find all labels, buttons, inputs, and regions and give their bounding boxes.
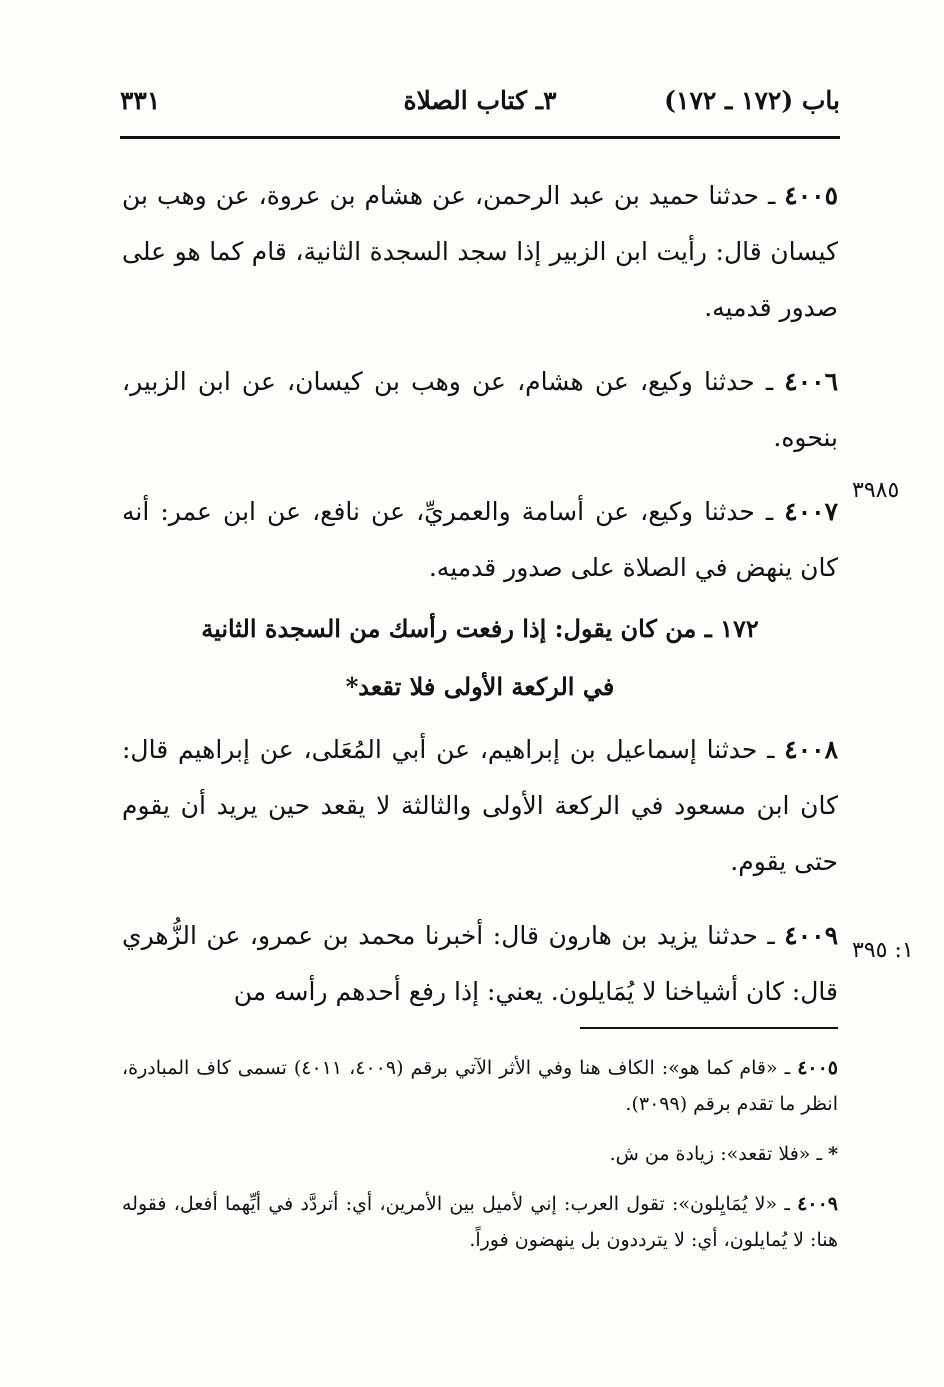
page-body bbox=[122, 168, 838, 1020]
footnote-4005 bbox=[122, 1050, 838, 1122]
hadith-4008 bbox=[122, 722, 838, 890]
footnotes bbox=[122, 1050, 838, 1272]
footnote-text: ـ «فلا تقعد»: زيادة من ش. bbox=[609, 1143, 829, 1165]
hadith-text: ـ حدثنا وكيع، عن أسامة والعمريِّ، عن نافع، عن ابن عمر: أنه كان ينهض في الصلاة على صدور قدميه. bbox=[122, 497, 838, 582]
hadith-4005 bbox=[122, 168, 838, 336]
footnote-separator bbox=[580, 1027, 838, 1029]
footnote-number: ٤٠٠٥ bbox=[797, 1057, 839, 1079]
hadith-text: ـ حدثنا إسماعيل بن إبراهيم، عن أبي المُعَلى، عن إبراهيم قال: كان ابن مسعود في الركعة الأولى والثالثة لا يقعد حين يريد أن يقوم حتى يقوم. bbox=[122, 735, 838, 876]
chapter-heading bbox=[122, 600, 838, 716]
hadith-number: ٤٠٠٧ bbox=[784, 497, 838, 526]
hadith-number: ٤٠٠٦ bbox=[784, 367, 838, 396]
hadith-number: ٤٠٠٩ bbox=[784, 921, 838, 950]
footnote-number: ٤٠٠٩ bbox=[797, 1193, 838, 1215]
hadith-number: ٤٠٠٨ bbox=[784, 735, 838, 764]
footnote-number: * bbox=[828, 1143, 838, 1165]
footnote-text: ـ «قام كما هو»: الكاف هنا وفي الأثر الآتي برقم (٤٠٠٩، ٤٠١١) تسمى كاف المبادرة، انظر ما تقدم برقم (٣٠٩٩). bbox=[122, 1057, 838, 1115]
margin-note-volume-page: ١: ٣٩٥ bbox=[852, 938, 914, 963]
footnote-text: ـ «لا يُمَايِلون»: تقول العرب: إني لأميل بين الأمرين، أي: أتردَّد في أيِّهما أفعل، فقوله هنا: لا يُمايلون، أي: لا يترددون بل ينهضون فوراً. bbox=[122, 1193, 838, 1251]
chapter-heading-line2: في الركعة الأولى فلا تقعد* bbox=[345, 672, 615, 701]
hadith-text: ـ حدثنا يزيد بن هارون قال: أخبرنا محمد بن عمرو، عن الزُّهري قال: كان أشياخنا لا يُمَايلون. يعني: إذا رفع أحدهم رأسه من bbox=[122, 921, 838, 1006]
hadith-text: ـ حدثنا حميد بن عبد الرحمن، عن هشام بن عروة، عن وهب بن كيسان قال: رأيت ابن الزبير إذا سجد السجدة الثانية، قام كما هو على صدور قدميه. bbox=[122, 181, 838, 322]
hadith-4007 bbox=[122, 484, 838, 596]
header-rule bbox=[120, 136, 840, 139]
book-title: ٣ـ كتاب الصلاة bbox=[403, 86, 557, 115]
chapter-heading-line1: ١٧٢ ـ من كان يقول: إذا رفعت رأسك من السجدة الثانية bbox=[201, 614, 759, 643]
page-number: ٣٣١ bbox=[120, 86, 161, 115]
hadith-text: ـ حدثنا وكيع، عن هشام، عن وهب بن كيسان، عن ابن الزبير، بنحوه. bbox=[122, 367, 838, 452]
page-header bbox=[120, 84, 840, 136]
hadith-4009 bbox=[122, 908, 838, 1020]
hadith-number: ٤٠٠٥ bbox=[784, 181, 838, 210]
chapter-range: باب (١٧٢ ـ ١٧٢) bbox=[664, 86, 840, 115]
footnote-4009 bbox=[122, 1186, 838, 1258]
margin-note-cross-ref: ٣٩٨٥ bbox=[852, 478, 900, 503]
hadith-4006 bbox=[122, 354, 838, 466]
footnote-asterisk bbox=[122, 1136, 838, 1172]
